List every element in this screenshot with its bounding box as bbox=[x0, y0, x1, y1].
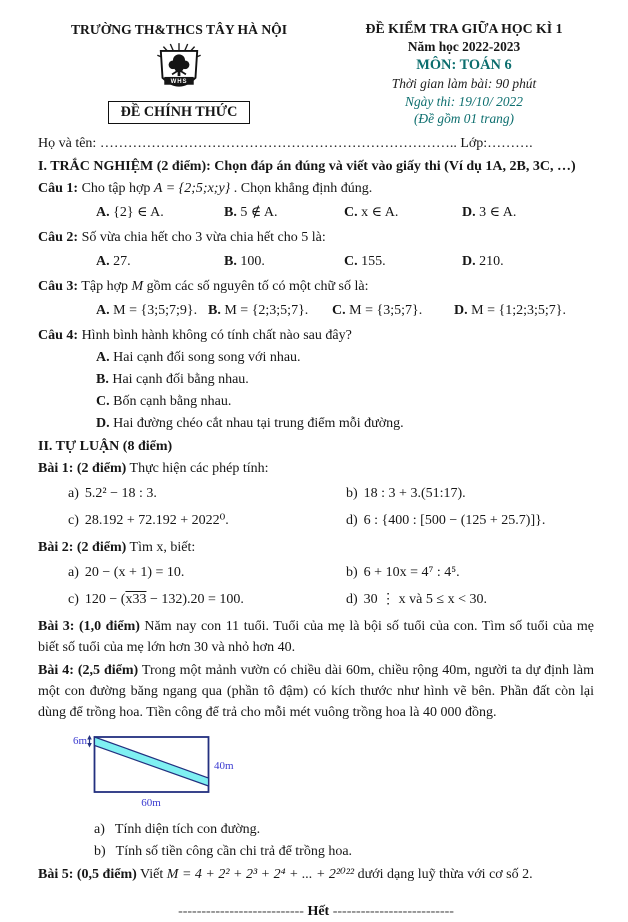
stem-text: Cho tập hợp bbox=[78, 180, 154, 196]
math-expression: 18 : 3 + 3.(51:17). bbox=[363, 485, 466, 501]
arrowhead-down bbox=[87, 743, 92, 748]
arrowhead-up bbox=[87, 735, 92, 740]
bai-text: Năm nay con 11 tuổi. Tuổi của mẹ là bội số tuổi của con. Tìm số tuổi của mẹ biết số tuổi của mẹ lớn hơn 30 và nhỏ hơn 40. bbox=[38, 618, 595, 655]
math-expression: 5.2² − 18 : 3. bbox=[84, 485, 157, 501]
school-year: Năm học 2022-2023 bbox=[407, 39, 521, 55]
bai-label: Bài 2: (2 điểm) bbox=[38, 539, 127, 555]
option-d: D. M = {1;2;3;5;7}. bbox=[454, 302, 566, 318]
option-b: B. Hai cạnh đối bằng nhau. bbox=[96, 371, 249, 387]
exam-title: ĐỀ KIỂM TRA GIỮA HỌC KÌ 1 bbox=[365, 21, 563, 36]
bai-intro: Tìm x, biết: bbox=[126, 539, 196, 555]
option-c: C. Bốn cạnh bằng nhau. bbox=[96, 393, 232, 409]
student-class-field: Lớp:………. bbox=[456, 135, 533, 151]
question-number: Câu 4: bbox=[38, 327, 79, 343]
bai4-subitems bbox=[38, 819, 594, 862]
exercise-item: b) 18 : 3 + 3.(51:17). bbox=[346, 485, 466, 501]
stem-text: gồm các số nguyên tố có một chữ số là: bbox=[143, 278, 369, 294]
end-of-exam-line bbox=[38, 901, 594, 922]
question-3-options bbox=[38, 300, 594, 321]
bai2-row-1 bbox=[38, 562, 594, 583]
question-1-options bbox=[38, 202, 594, 223]
dashes: --------------------------- bbox=[178, 903, 304, 919]
question-number: Câu 1: bbox=[38, 180, 79, 196]
option-b: B. 5 ∉ A. bbox=[224, 204, 278, 220]
bai-label: Bài 3: (1,0 điểm) bbox=[38, 618, 140, 634]
option-c: C. 155. bbox=[344, 253, 386, 269]
stem-math: A = {2;5;x;y} bbox=[153, 180, 231, 196]
bai-label: Bài 4: (2,5 điểm) bbox=[38, 662, 139, 678]
option-a: A. Hai cạnh đối song song với nhau. bbox=[96, 349, 301, 365]
height-label: 40m bbox=[214, 759, 234, 772]
bai-text: Viết bbox=[136, 866, 167, 882]
exercise-item: a) 5.2² − 18 : 3. bbox=[68, 485, 157, 501]
math-expression: 28.192 + 72.192 + 2022⁰. bbox=[84, 512, 229, 528]
option-b: B. 100. bbox=[224, 253, 265, 269]
page-count-note: (Đề gồm 01 trang) bbox=[413, 111, 515, 127]
option-a: A. {2} ∈ A. bbox=[96, 204, 164, 220]
bai1-row-1 bbox=[38, 483, 594, 504]
option-d: D. Hai đường chéo cắt nhau tại trung điểm mỗi đường. bbox=[96, 415, 404, 431]
bai-text: dưới dạng luỹ thừa với cơ số 2. bbox=[354, 866, 533, 882]
question-3-stem bbox=[38, 276, 594, 297]
bai1-row-2 bbox=[38, 510, 594, 531]
bai-intro: Thực hiện các phép tính: bbox=[126, 460, 269, 476]
exam-duration: Thời gian làm bài: 90 phút bbox=[391, 75, 537, 91]
band-width-label: 6m bbox=[73, 734, 88, 747]
dashes: -------------------------- bbox=[332, 903, 454, 919]
math-expression: 30 ⋮ x và 5 ≤ x < 30. bbox=[363, 591, 487, 607]
stem-text: Hình bình hành không có tính chất nào sau đây? bbox=[78, 327, 352, 343]
question-1-stem bbox=[38, 178, 594, 199]
exercise-item: a) 20 − (x + 1) = 10. bbox=[68, 564, 185, 580]
bai1-heading bbox=[38, 458, 594, 479]
math-expression: 6 : {400 : [500 − (125 + 25.7)]}. bbox=[363, 512, 546, 528]
option-b: B. M = {2;3;5;7}. bbox=[208, 302, 309, 318]
garden-figure bbox=[58, 729, 594, 817]
stem-math: M bbox=[131, 278, 144, 294]
page-header bbox=[38, 20, 594, 128]
section1-title: I. TRẮC NGHIỆM (2 điểm): Chọn đáp án đúng và viết vào giấy thi (Ví dụ 1A, 2B, 3C, …) bbox=[38, 158, 576, 174]
header-school-block bbox=[38, 20, 320, 128]
exercise-item: d) 6 : {400 : [500 − (125 + 25.7)]}. bbox=[346, 512, 546, 528]
bai-label: Bài 5: (0,5 điểm) bbox=[38, 866, 137, 882]
option-d: D. 3 ∈ A. bbox=[462, 204, 517, 220]
exam-date: Ngày thi: 19/10/ 2022 bbox=[405, 93, 523, 109]
overlined-number: x33 bbox=[125, 591, 147, 607]
math-expression: M = 4 + 2² + 2³ + 2⁴ + ... + 2²⁰²² bbox=[166, 866, 355, 882]
bai2-heading bbox=[38, 537, 594, 558]
question-4-options bbox=[38, 347, 594, 434]
bai3-paragraph bbox=[38, 616, 594, 658]
section2-title: II. TỰ LUẬN (8 điểm) bbox=[38, 438, 173, 454]
question-number: Câu 3: bbox=[38, 278, 79, 294]
header-exam-block bbox=[320, 20, 594, 128]
option-a: A. 27. bbox=[96, 253, 131, 269]
math-expression: 20 − (x + 1) = 10. bbox=[84, 564, 185, 580]
official-exam-stamp: ĐỀ CHÍNH THỨC bbox=[108, 101, 251, 124]
option-c: C. M = {3;5;7}. bbox=[332, 302, 423, 318]
question-2-options bbox=[38, 251, 594, 272]
school-name: TRƯỜNG TH&THCS TÂY HÀ NỘI bbox=[70, 22, 288, 37]
question-4-stem bbox=[38, 325, 594, 346]
logo-monogram: WHS bbox=[170, 79, 188, 86]
exam-subject: MÔN: TOÁN 6 bbox=[416, 56, 512, 73]
subitem-a: a) Tính diện tích con đường. bbox=[94, 821, 261, 837]
option-a: A. M = {3;5;7;9}. bbox=[96, 302, 198, 318]
end-label: Hết bbox=[303, 903, 333, 919]
stem-text: Số vừa chia hết cho 3 vừa chia hết cho 5 là: bbox=[78, 229, 326, 245]
math-expression: 120 − (x33 − 132).20 = 100. bbox=[84, 591, 244, 607]
option-d: D. 210. bbox=[462, 253, 504, 269]
student-info-line bbox=[38, 133, 594, 154]
bai5-paragraph bbox=[38, 864, 594, 885]
exercise-item: c) 120 − (x33 − 132).20 = 100. bbox=[68, 591, 244, 607]
exercise-item: b) 6 + 10x = 4⁷ : 4⁵. bbox=[346, 564, 460, 580]
bai2-row-2 bbox=[38, 589, 594, 610]
stem-text: Tập hợp bbox=[78, 278, 132, 294]
subitem-b: b) Tính số tiền công cần chi trả để trồng hoa. bbox=[94, 843, 353, 859]
student-name-field: Họ và tên: ………………………………………………………………….. bbox=[38, 135, 457, 151]
garden-diagram-image bbox=[58, 729, 310, 817]
school-logo-icon bbox=[153, 41, 205, 99]
exercise-item: c) 28.192 + 72.192 + 2022⁰. bbox=[68, 512, 229, 528]
stem-text: . Chọn khẳng định đúng. bbox=[230, 180, 373, 196]
option-c: C. x ∈ A. bbox=[344, 204, 399, 220]
width-label: 60m bbox=[141, 796, 161, 809]
bai4-paragraph bbox=[38, 660, 594, 723]
math-expression: 6 + 10x = 4⁷ : 4⁵. bbox=[363, 564, 460, 580]
bai-text: Trong một mảnh vườn có chiều dài 60m, chiều rộng 40m, người ta dự định làm một con đường băng ngang qua (phần tô đậm) có kích thước như hình vẽ bên. Phần đất còn lại dùng để trồng hoa. Tiền công để trả cho mỗi mét vuông trồng hoa là 40 000 đồng. bbox=[38, 662, 594, 720]
question-2-stem bbox=[38, 227, 594, 248]
question-number: Câu 2: bbox=[38, 229, 79, 245]
bai-label: Bài 1: (2 điểm) bbox=[38, 460, 127, 476]
exercise-item: d) 30 ⋮ x và 5 ≤ x < 30. bbox=[346, 591, 487, 607]
